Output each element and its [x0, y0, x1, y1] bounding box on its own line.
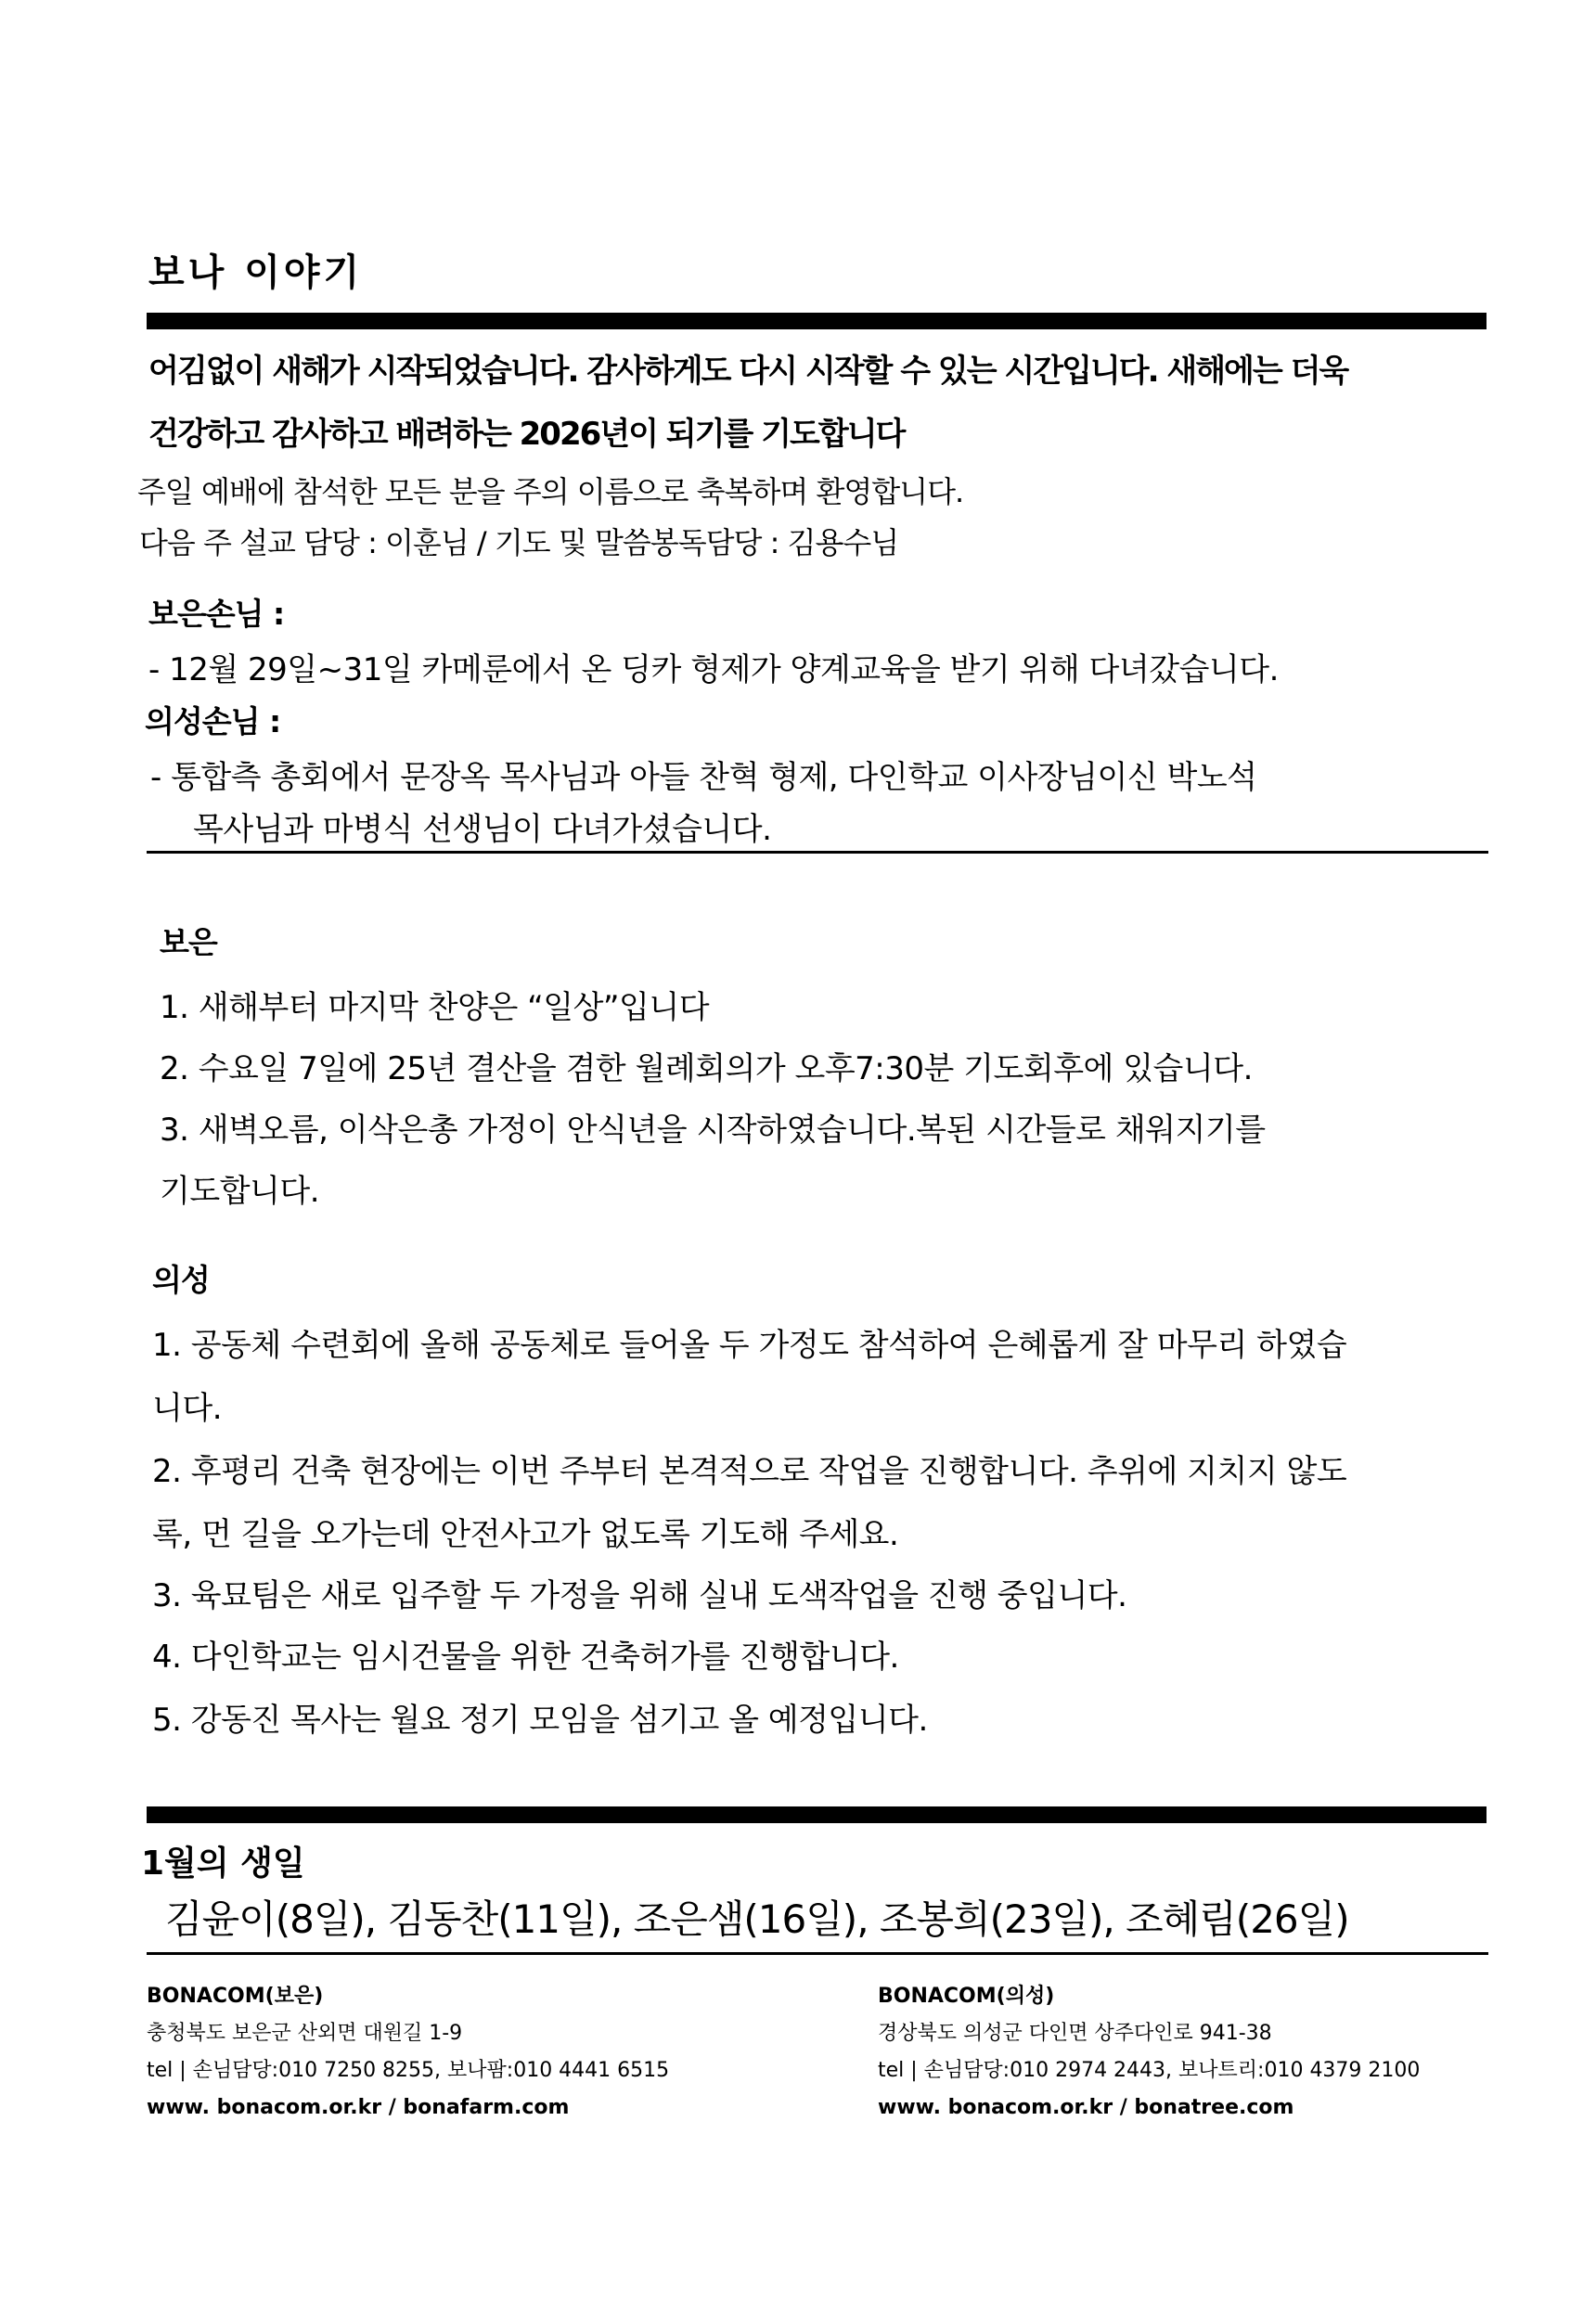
uiseong-item: 1. 공동체 수련회에 올해 공동체로 들어올 두 가정도 참석하여 은혜롭게 잘 마무리 하였습 [152, 1327, 1347, 1364]
boeun-guests-label: 보은손님 : [148, 596, 285, 632]
intro-line-2: 건강하고 감사하고 배려하는 2026년이 되기를 기도합니다 [148, 416, 905, 453]
footer-uiseong-address: 경상북도 의성군 다인면 상주다인로 941-38 [878, 2022, 1272, 2045]
uiseong-item: 3. 육묘팀은 새로 입주할 두 가정을 위해 실내 도색작업을 진행 중입니다. [152, 1577, 1127, 1614]
uiseong-item: 4. 다인학교는 임시건물을 위한 건축허가를 진행합니다. [152, 1639, 899, 1676]
page-title: 보나 이야기 [148, 251, 364, 294]
boeun-item: 1. 새해부터 마지막 찬양은 “일상”입니다 [160, 989, 710, 1026]
boeun-heading: 보은 [160, 924, 217, 960]
footer-boeun-org: BONACOM(보은) [147, 1985, 324, 2008]
birthdays-list: 김윤이(8일), 김동찬(11일), 조은샘(16일), 조봉희(23일), 조혜림(26일) [165, 1896, 1349, 1942]
footer-boeun-web[interactable]: www. bonacom.or.kr / bonafarm.com [147, 2096, 570, 2119]
uiseong-item: 2. 후평리 건축 현장에는 이번 주부터 본격적으로 작업을 진행합니다. 추위에 지치지 않도 [152, 1453, 1347, 1490]
boeun-guest-item: - 12월 29일~31일 카메룬에서 온 딩카 형제가 양계교육을 받기 위해 다녀갔습니다. [148, 651, 1279, 688]
divider-thick-top [147, 313, 1487, 329]
uiseong-item-cont: 니다. [152, 1390, 222, 1427]
uiseong-guests-label: 의성손님 : [145, 703, 281, 739]
uiseong-item-cont: 록, 먼 길을 오가는데 안전사고가 없도록 기도해 주세요. [152, 1516, 899, 1553]
boeun-item: 2. 수요일 7일에 25년 결산을 겸한 월례회의가 오후7:30분 기도회후에 있습니다. [160, 1050, 1253, 1087]
divider-thick-birthdays [147, 1806, 1487, 1823]
welcome-text: 주일 예배에 참석한 모든 분을 주의 이름으로 축복하며 환영합니다. [137, 474, 964, 509]
footer-uiseong-web[interactable]: www. bonacom.or.kr / bonatree.com [878, 2096, 1294, 2119]
birthdays-heading: 1월의 생일 [141, 1845, 305, 1883]
footer-boeun-address: 충청북도 보은군 산외면 대원길 1-9 [147, 2022, 463, 2045]
boeun-item: 3. 새벽오름, 이삭은총 가정이 안식년을 시작하였습니다.복된 시간들로 채워지기를 [160, 1112, 1266, 1149]
divider-thin-guests [147, 851, 1488, 854]
footer-uiseong-tel: tel | 손님담당:010 2974 2443, 보나트리:010 4379 2100 [878, 2059, 1421, 2082]
footer-uiseong-org: BONACOM(의성) [878, 1985, 1055, 2008]
uiseong-guest-item: - 통합측 총회에서 문장옥 목사님과 아들 찬혁 형제, 다인학교 이사장님이신 박노석 [150, 759, 1257, 796]
footer-uiseong [878, 1978, 1420, 2127]
footer-boeun-tel: tel | 손님담당:010 7250 8255, 보나팜:010 4441 6515 [147, 2059, 670, 2082]
next-week-duty: 다음 주 설교 담당 : 이훈님 / 기도 및 말씀봉독담당 : 김용수님 [139, 525, 899, 560]
divider-thin-birthdays [147, 1952, 1488, 1955]
boeun-item-cont: 기도합니다. [160, 1173, 320, 1210]
uiseong-guest-item-cont: 목사님과 마병식 선생님이 다녀가셨습니다. [193, 811, 772, 848]
uiseong-heading: 의성 [152, 1262, 210, 1298]
footer-boeun [147, 1978, 669, 2127]
intro-line-1: 어김없이 새해가 시작되었습니다. 감사하게도 다시 시작할 수 있는 시간입니다. 새해에는 더욱 [148, 353, 1348, 390]
uiseong-item: 5. 강동진 목사는 월요 정기 모임을 섬기고 올 예정입니다. [152, 1702, 928, 1739]
